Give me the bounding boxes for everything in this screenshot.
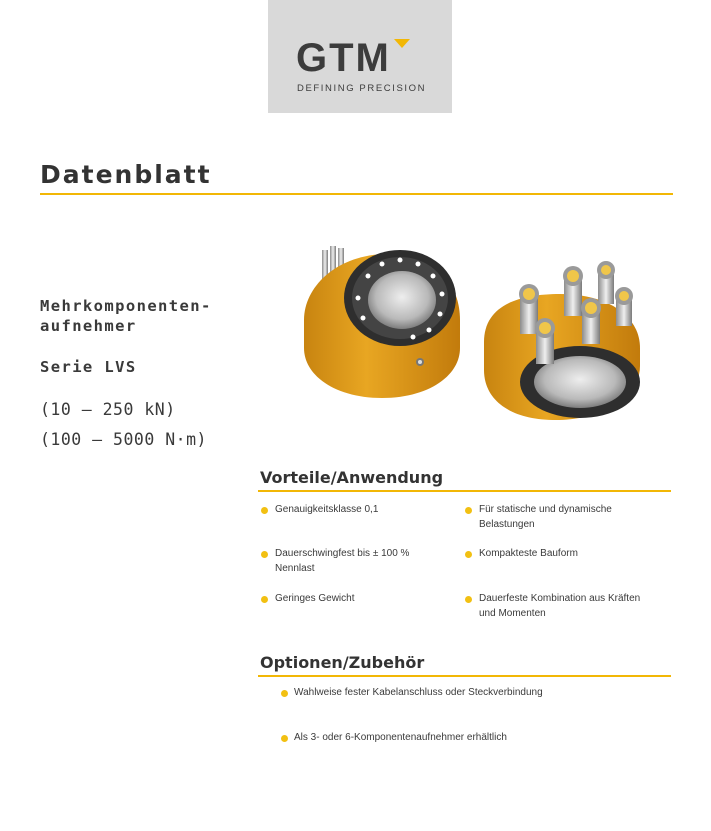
advantages-heading: Vorteile/Anwendung [260,468,444,487]
sensor-left [304,246,460,398]
sensor-right [484,261,640,420]
logo-box [268,0,452,113]
bullet-dot-icon [261,596,268,603]
bullet-dot-icon [465,596,472,603]
bullet-dot-icon [465,551,472,558]
advantage-item: Dauerschwingfest bis ± 100 % Nennlast [275,548,410,574]
bullet-dot-icon [465,507,472,514]
advantage-item: Kompakteste Bauform [479,548,578,559]
logo-wordmark: GTM [296,36,391,80]
bullet-dot-icon [261,507,268,514]
option-item: Wahlweise fester Kabelanschluss oder Steckverbindung [294,687,543,698]
logo-tagline: DEFINING PRECISION [297,83,427,94]
product-name [40,296,212,336]
product-name-line-2: aufnehmer [40,317,137,335]
options-divider [258,675,671,677]
product-series: Serie LVS [40,358,137,376]
advantage-item: Für statische und dynamische Belastungen [479,504,612,530]
advantage-item: Genauigkeitsklasse 0,1 [275,504,379,515]
option-item: Als 3- oder 6-Komponentenaufnehmer erhältlich [294,732,507,743]
product-name-line-1: Mehrkomponenten- [40,297,212,315]
logo-accent-triangle-icon [394,39,410,48]
bullet-dot-icon [281,735,288,742]
title-divider [40,193,673,195]
force-range: (10 – 250 kN) [40,400,176,419]
torque-range: (100 – 5000 N·m) [40,430,207,449]
advantages-divider [258,490,671,492]
bullet-dot-icon [261,551,268,558]
bullet-dot-icon [281,690,288,697]
product-photo [298,236,648,436]
options-heading: Optionen/Zubehör [260,653,425,672]
advantage-item: Dauerfeste Kombination aus Kräften und Momenten [479,593,641,619]
page-title: Datenblatt [40,160,212,189]
advantage-item: Geringes Gewicht [275,593,355,604]
